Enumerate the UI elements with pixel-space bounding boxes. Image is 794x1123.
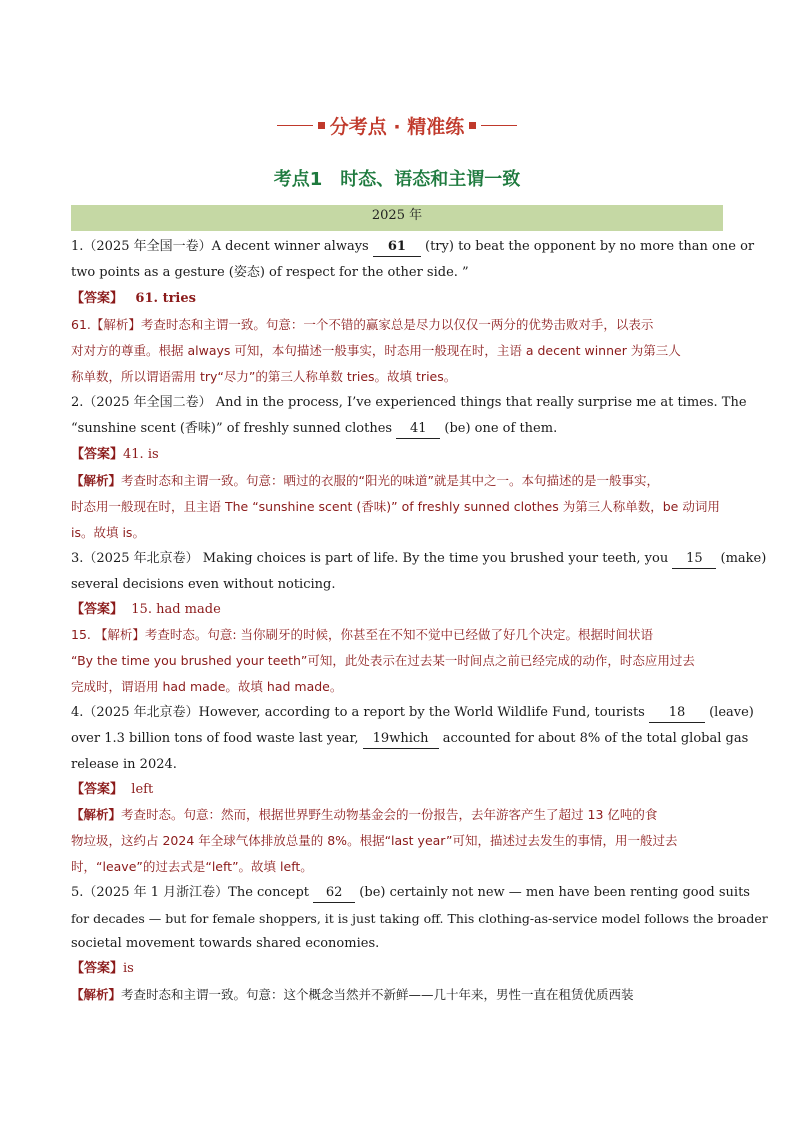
year-bar: 2025 年 (71, 205, 723, 231)
header-square-left-icon (318, 122, 325, 129)
q4-blank-1: 18 (649, 704, 705, 723)
q1-line2: two points as a gesture (姿态) of respect for the other side. ” (71, 265, 469, 280)
q3-line2: several decisions even without noticing. (71, 577, 336, 592)
q5-blank: 62 (313, 884, 355, 903)
topic-name: 时态、语态和主谓一致 (340, 169, 521, 190)
q1-line1: 1.（2025 年全国一卷）A decent winner always 61 (try) to beat the opponent by no more than one or (71, 234, 723, 260)
q3-explanation-2: “By the time you brushed your teeth”可知，此处表示在过去某一时间点之前已经完成的动作，时态应用过去 (71, 653, 695, 668)
topic-heading (0, 165, 794, 191)
q1-blank: 61 (387, 239, 406, 254)
q1-explanation-3: 称单数，所以谓语需用 try“尽力”的第三人称单数 tries。故填 tries。 (71, 369, 457, 384)
q2-explanation-2: 时态用一般现在时，且主语 The “sunshine scent (香味)” of freshly sunned clothes 为第三人称单数，be 动词用 (71, 499, 720, 514)
q4-line3: release in 2024. (71, 757, 177, 772)
header-rule-right (481, 125, 517, 126)
q5-line1: 5.（2025 年 1 月浙江卷）The concept 62 (be) certainly not new — men have been renting good suits (71, 880, 723, 906)
topic-number: 考点1 (273, 169, 323, 190)
q5-explanation-1: 【解析】考查时态和主谓一致。句意：这个概念当然并不新鲜——几十年来，男性一直在租赁优质西装 (71, 987, 634, 1002)
q3-blank: 15 (672, 550, 716, 569)
header-square-right-icon (469, 122, 476, 129)
q5-line3: societal movement towards shared economies. (71, 936, 380, 951)
q5-line2: for decades — but for female shoppers, it is just taking off. This clothing-as-service model follows the broader (71, 911, 768, 926)
q2-answer: 【答案】41. is (71, 447, 159, 462)
question-list (71, 234, 768, 1008)
q2-line1: 2.（2025 年全国二卷） And in the process, I’ve experienced things that really surprise me at times. The (71, 395, 747, 410)
section-header (0, 112, 794, 139)
q4-answer: 【答案】 left (71, 782, 154, 797)
q5-answer: 【答案】is (71, 961, 134, 976)
q4-explanation-2: 物垃圾，这约占 2024 年全球气体排放总量的 8%。根据“last year”可知，描述过去发生的事情，用一般过去 (71, 833, 678, 848)
q2-explanation-1: 【解析】考查时态和主谓一致。句意：晒过的衣服的“阳光的味道”就是其中之一。本句描述的是一般事实， (71, 473, 659, 488)
q4-line2: over 1.3 billion tons of food waste last year, 19which accounted for about 8% of the total global gas (71, 726, 723, 752)
q1-explanation-1: 61.【解析】考查时态和主谓一致。句意：一个不错的赢家总是尽力以仅仅一两分的优势击败对手，以表示 (71, 317, 654, 332)
q3-line1: 3.（2025 年北京卷） Making choices is part of life. By the time you brushed your teeth, you 15 (make) (71, 546, 723, 572)
q4-blank-2: 19which (363, 730, 439, 749)
q2-explanation-3: is。故填 is。 (71, 525, 145, 540)
q3-explanation-1: 15. 【解析】考查时态。句意: 当你刷牙的时候，你甚至在不知不觉中已经做了好几个决定。根据时间状语 (71, 627, 654, 642)
q4-line1: 4.（2025 年北京卷）However, according to a report by the World Wildlife Fund, tourists 18 (leave) (71, 700, 723, 726)
q4-explanation-3: 时，“leave”的过去式是“left”。故填 left。 (71, 859, 313, 874)
q2-line2: “sunshine scent (香味)” of freshly sunned clothes 41 (be) one of them. (71, 416, 723, 442)
q1-answer: 【答案】 61. tries (71, 291, 196, 306)
q3-explanation-3: 完成时，谓语用 had made。故填 had made。 (71, 679, 343, 694)
q4-explanation-1: 【解析】考查时态。句意：然而，根据世界野生动物基金会的一份报告，去年游客产生了超过 13 亿吨的食 (71, 807, 658, 822)
header-rule-left (277, 125, 313, 126)
section-title: 分考点 · 精准练 (329, 116, 465, 138)
q1-explanation-2: 对对方的尊重。根据 always 可知，本句描述一般事实，时态用一般现在时，主语 a decent winner 为第三人 (71, 343, 681, 358)
q3-answer: 【答案】 15. had made (71, 602, 221, 617)
q2-blank: 41 (396, 420, 440, 439)
